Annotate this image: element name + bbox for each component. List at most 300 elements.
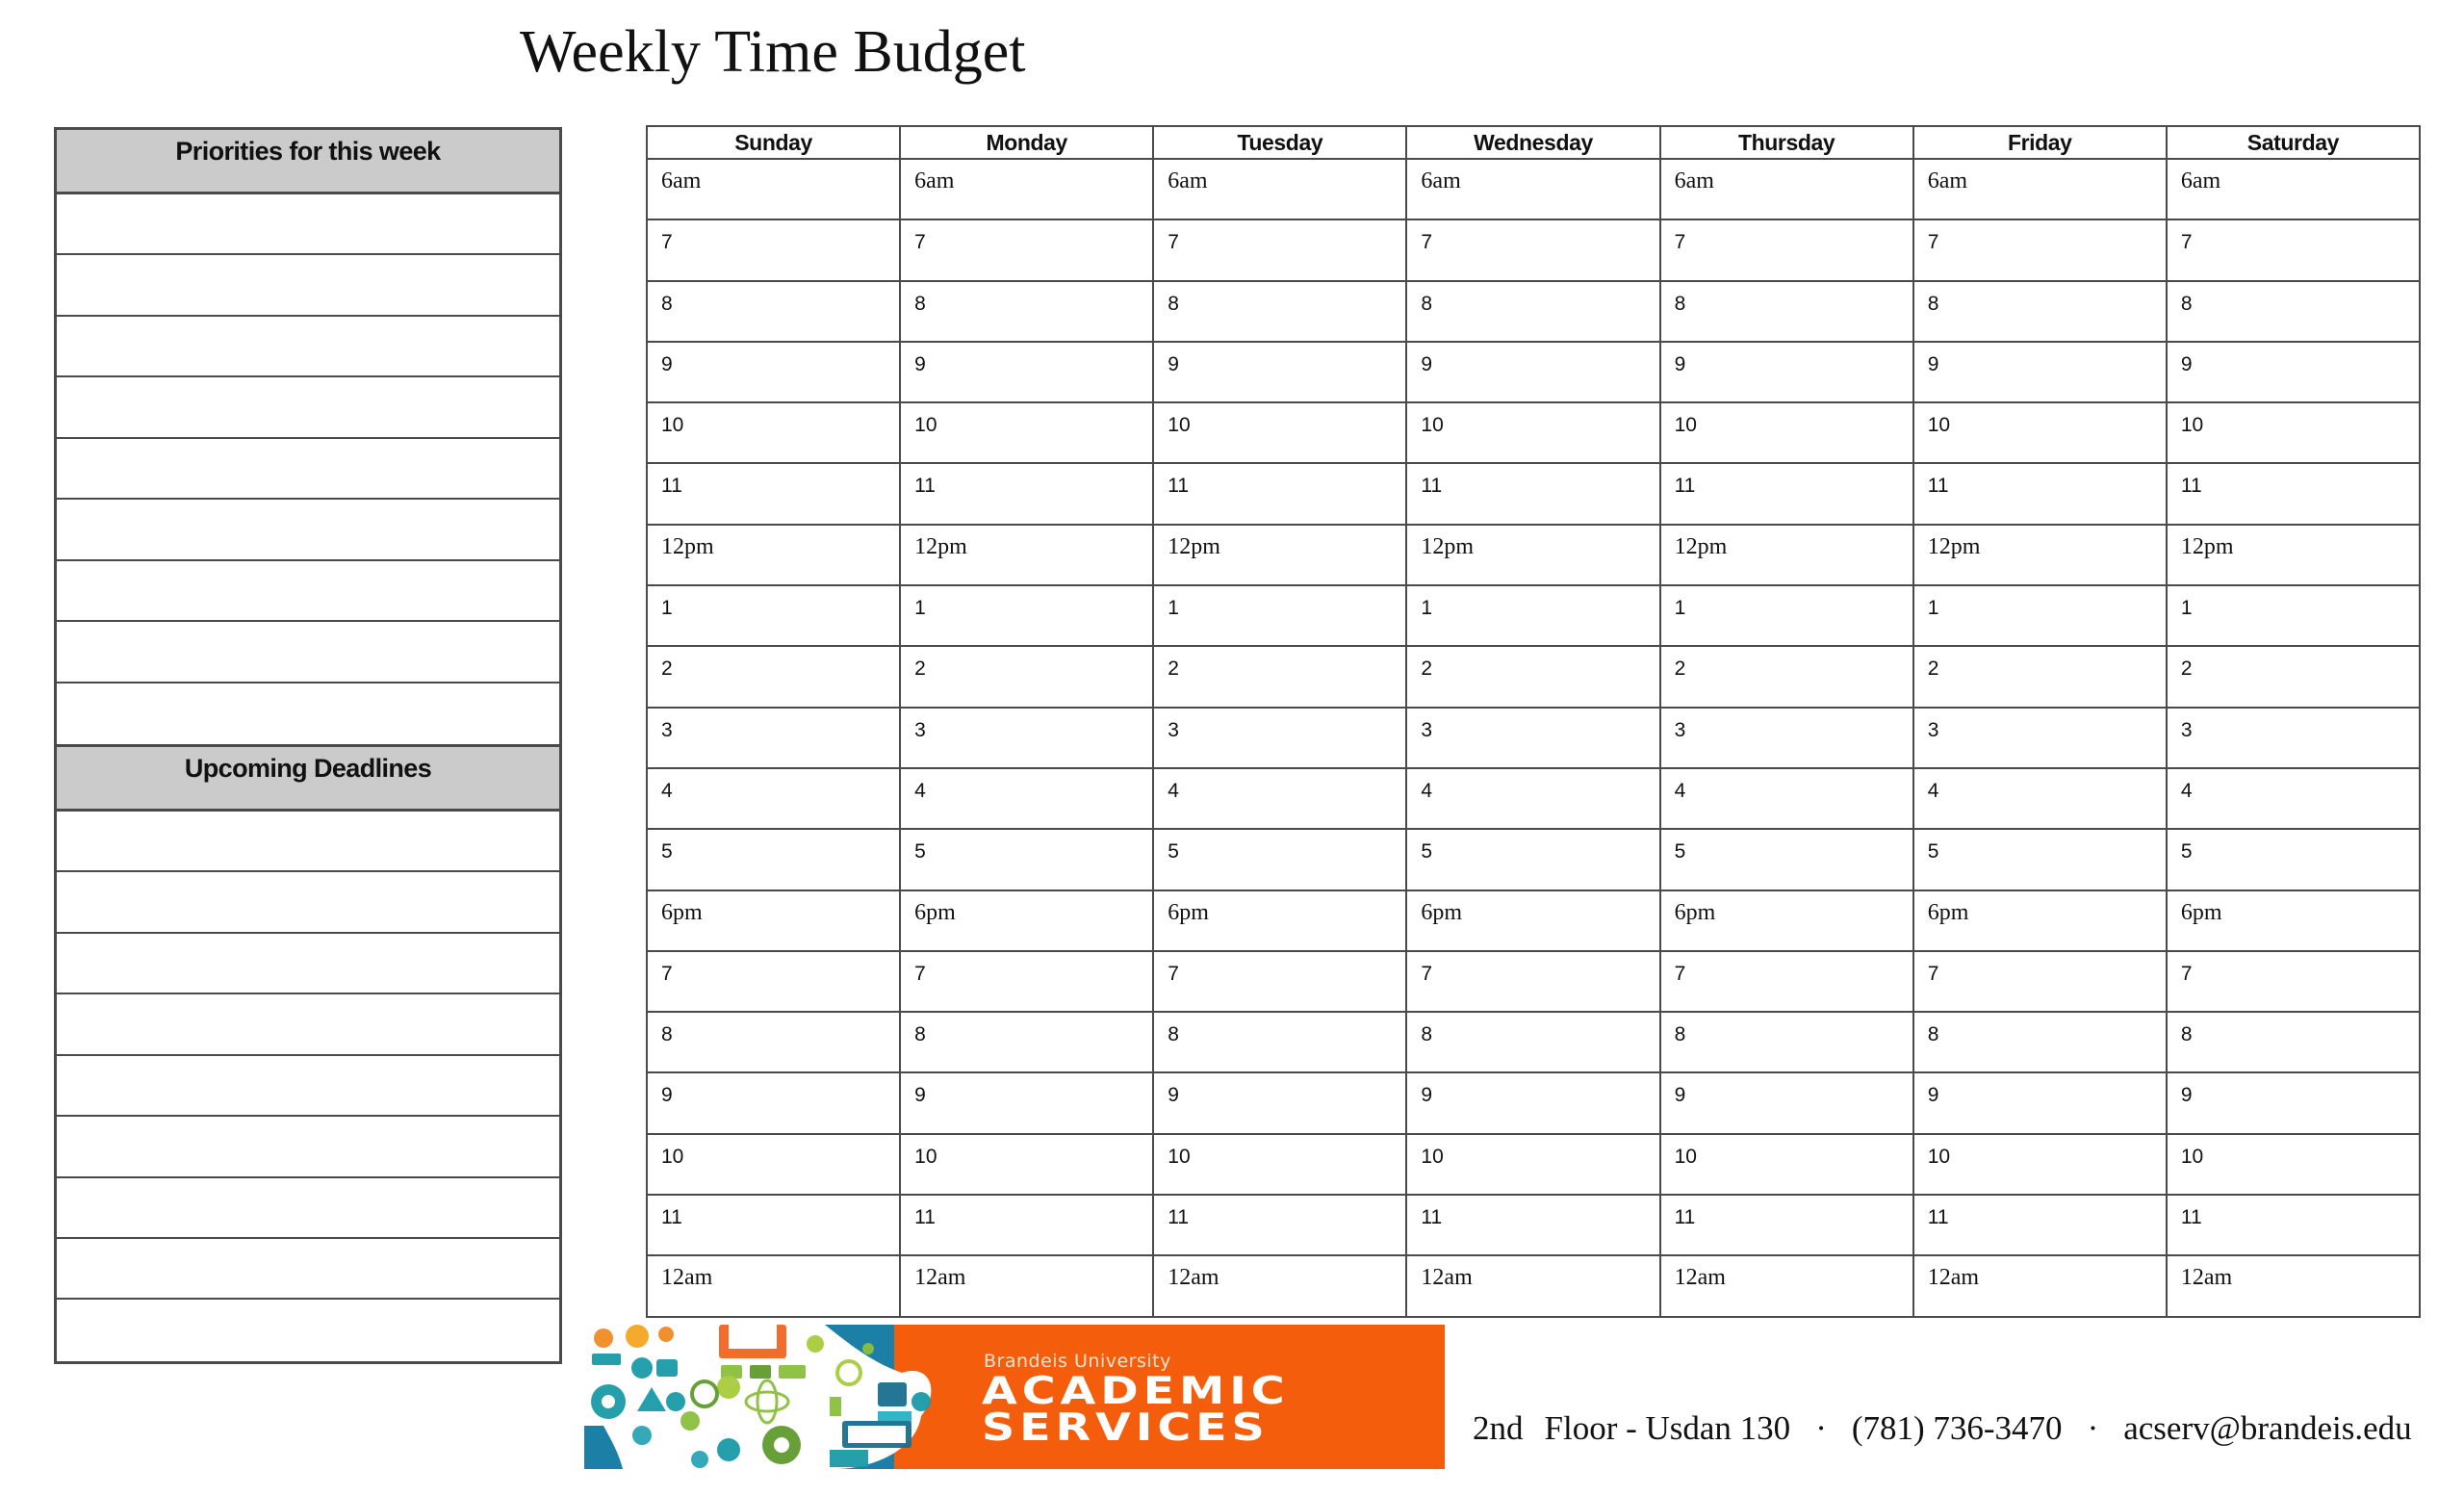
time-slot-cell[interactable] — [1660, 951, 1913, 1012]
time-slot-cell[interactable] — [1153, 402, 1406, 463]
time-slot-cell[interactable] — [2167, 1195, 2420, 1255]
time-slot-cell[interactable] — [1153, 159, 1406, 219]
day-header-saturday: Saturday — [2167, 126, 2420, 159]
time-row — [647, 159, 2420, 219]
time-slot-cell[interactable] — [647, 829, 900, 890]
time-row — [647, 1012, 2420, 1072]
time-label: 10 — [1421, 414, 1444, 437]
time-label: 8 — [1168, 1023, 1179, 1046]
time-slot-cell[interactable] — [1406, 1072, 1659, 1133]
time-label: 1 — [1674, 597, 1686, 620]
priority-row[interactable] — [57, 255, 559, 316]
time-label: 10 — [1927, 1145, 1951, 1168]
day-header-tuesday: Tuesday — [1153, 126, 1406, 159]
time-slot-cell[interactable] — [1153, 768, 1406, 829]
time-slot-cell[interactable] — [1406, 1255, 1659, 1316]
time-label: 4 — [1168, 779, 1179, 802]
deadline-row[interactable] — [57, 1117, 559, 1177]
time-label: 12pm — [1421, 533, 1475, 559]
time-label: 4 — [914, 779, 926, 802]
separator-dot: · — [1815, 1409, 1827, 1447]
contact-phone: (781) 736-3470 — [1851, 1409, 2063, 1447]
time-label: 11 — [1674, 475, 1696, 498]
time-slot-cell[interactable] — [1153, 525, 1406, 585]
time-slot-cell[interactable] — [900, 159, 1153, 219]
time-slot-cell[interactable] — [1660, 1134, 1913, 1195]
banner-university-label: Brandeis University — [984, 1351, 1171, 1372]
time-slot-cell[interactable] — [1660, 1012, 1913, 1072]
time-slot-cell[interactable] — [1913, 1255, 2167, 1316]
time-slot-cell[interactable] — [1406, 951, 1659, 1012]
time-label: 2 — [1168, 658, 1179, 681]
time-slot-cell[interactable] — [2167, 646, 2420, 707]
time-slot-cell[interactable] — [1406, 219, 1659, 280]
deadline-row[interactable] — [57, 1178, 559, 1239]
time-slot-cell[interactable] — [647, 463, 900, 524]
time-slot-cell[interactable] — [900, 951, 1153, 1012]
time-label: 4 — [1674, 779, 1686, 802]
time-label: 7 — [661, 231, 673, 254]
time-row — [647, 585, 2420, 646]
time-slot-cell[interactable] — [1406, 463, 1659, 524]
time-label: 6am — [914, 168, 955, 193]
time-slot-cell[interactable] — [1406, 585, 1659, 646]
time-label: 10 — [1927, 414, 1951, 437]
time-label: 11 — [1421, 1206, 1443, 1229]
time-label: 7 — [1927, 962, 1939, 985]
time-label: 12pm — [914, 533, 967, 559]
time-label: 2 — [661, 658, 673, 681]
time-slot-cell[interactable] — [1913, 951, 2167, 1012]
time-slot-cell[interactable] — [1406, 159, 1659, 219]
time-slot-cell[interactable] — [1660, 1072, 1913, 1133]
time-slot-cell[interactable] — [1913, 219, 2167, 280]
time-label: 7 — [1927, 231, 1939, 254]
time-label: 9 — [661, 352, 673, 375]
time-label: 7 — [2180, 962, 2193, 985]
time-label: 11 — [2180, 1206, 2202, 1229]
deadline-row[interactable] — [57, 1056, 559, 1117]
time-label: 9 — [1168, 352, 1179, 375]
time-slot-cell[interactable] — [1153, 342, 1406, 402]
time-slot-cell[interactable] — [647, 1012, 900, 1072]
time-label: 11 — [1927, 475, 1949, 498]
time-slot-cell[interactable] — [900, 402, 1153, 463]
time-slot-cell[interactable] — [1153, 281, 1406, 342]
contact-email[interactable]: acserv@brandeis.edu — [2123, 1409, 2412, 1447]
time-slot-cell[interactable] — [1153, 463, 1406, 524]
time-label: 7 — [914, 231, 926, 254]
time-slot-cell[interactable] — [1406, 829, 1659, 890]
time-label: 9 — [1421, 352, 1433, 375]
time-label: 11 — [1674, 1206, 1696, 1229]
time-label: 12pm — [1168, 533, 1220, 559]
time-row — [647, 525, 2420, 585]
page-title: Weekly Time Budget — [520, 19, 1026, 85]
time-label: 5 — [1421, 840, 1433, 864]
time-label: 4 — [2180, 779, 2193, 802]
time-label: 11 — [2180, 475, 2202, 498]
time-slot-cell[interactable] — [1153, 890, 1406, 951]
time-label: 12am — [2180, 1265, 2233, 1291]
time-label: 5 — [2180, 840, 2193, 864]
time-label: 4 — [1927, 779, 1939, 802]
banner-title-line1: ACADEMIC — [982, 1370, 1290, 1413]
day-header-row — [647, 126, 2420, 159]
priority-row[interactable] — [57, 500, 559, 560]
time-slot-cell[interactable] — [1153, 585, 1406, 646]
time-slot-cell[interactable] — [1913, 402, 2167, 463]
time-slot-cell[interactable] — [1153, 1134, 1406, 1195]
time-label: 12am — [914, 1265, 966, 1291]
time-slot-cell[interactable] — [1660, 890, 1913, 951]
time-slot-cell[interactable] — [2167, 219, 2420, 280]
time-label: 11 — [661, 1206, 682, 1229]
time-label: 8 — [661, 292, 673, 315]
deadline-row[interactable] — [57, 1300, 559, 1360]
time-label: 12am — [1674, 1265, 1726, 1291]
time-slot-cell[interactable] — [647, 159, 900, 219]
time-slot-cell[interactable] — [2167, 1012, 2420, 1072]
time-slot-cell[interactable] — [1153, 951, 1406, 1012]
time-label: 2 — [914, 658, 926, 681]
time-slot-cell[interactable] — [1660, 463, 1913, 524]
time-slot-cell[interactable] — [1406, 402, 1659, 463]
time-slot-cell[interactable] — [1660, 768, 1913, 829]
time-slots — [647, 159, 2420, 1317]
priority-row[interactable] — [57, 194, 559, 255]
time-label: 8 — [661, 1023, 673, 1046]
contact-info — [1473, 1407, 2412, 1450]
time-label: 12pm — [1927, 533, 1981, 559]
time-label: 6am — [1927, 168, 1968, 193]
day-header-wednesday: Wednesday — [1406, 126, 1659, 159]
time-slot-cell[interactable] — [647, 281, 900, 342]
time-slot-cell[interactable] — [2167, 1255, 2420, 1316]
time-slot-cell[interactable] — [647, 646, 900, 707]
time-slot-cell[interactable] — [2167, 159, 2420, 219]
time-label: 1 — [2180, 597, 2193, 620]
time-label: 10 — [2180, 414, 2204, 437]
time-row — [647, 890, 2420, 951]
time-slot-cell[interactable] — [1913, 829, 2167, 890]
time-slot-cell[interactable] — [1913, 281, 2167, 342]
time-label: 5 — [1168, 840, 1179, 864]
time-label: 9 — [914, 352, 926, 375]
priority-row[interactable] — [57, 684, 559, 744]
time-label: 1 — [914, 597, 926, 620]
time-slot-cell[interactable] — [2167, 402, 2420, 463]
time-slot-cell[interactable] — [1913, 1134, 2167, 1195]
time-label: 11 — [1168, 1206, 1190, 1229]
time-slot-cell[interactable] — [1406, 1012, 1659, 1072]
time-label: 2 — [2180, 658, 2193, 681]
time-slot-cell[interactable] — [647, 402, 900, 463]
time-slot-cell[interactable] — [1913, 342, 2167, 402]
time-label: 9 — [1674, 352, 1686, 375]
time-label: 5 — [1674, 840, 1686, 864]
time-slot-cell[interactable] — [2167, 463, 2420, 524]
time-slot-cell[interactable] — [1406, 1195, 1659, 1255]
time-slot-cell[interactable] — [647, 585, 900, 646]
time-label: 7 — [1674, 231, 1686, 254]
priority-row[interactable] — [57, 317, 559, 377]
time-slot-cell[interactable] — [1153, 1072, 1406, 1133]
time-slot-cell[interactable] — [1913, 708, 2167, 768]
priority-row[interactable] — [57, 377, 559, 438]
time-slot-cell[interactable] — [900, 1134, 1153, 1195]
time-slot-cell[interactable] — [1913, 585, 2167, 646]
deadline-row[interactable] — [57, 872, 559, 933]
time-slot-cell[interactable] — [1406, 890, 1659, 951]
time-slot-cell[interactable] — [647, 708, 900, 768]
time-row — [647, 829, 2420, 890]
time-label: 10 — [1168, 1145, 1191, 1168]
sidebar-panel — [54, 127, 562, 1364]
deadline-row[interactable] — [57, 934, 559, 994]
time-slot-cell[interactable] — [647, 525, 900, 585]
time-slot-cell[interactable] — [900, 646, 1153, 707]
time-slot-cell[interactable] — [647, 1072, 900, 1133]
time-label: 6pm — [1674, 899, 1716, 925]
time-label: 3 — [1674, 718, 1686, 741]
contact-floor: 2nd — [1473, 1409, 1524, 1447]
time-slot-cell[interactable] — [1406, 525, 1659, 585]
time-slot-cell[interactable] — [1406, 646, 1659, 707]
time-slot-cell[interactable] — [900, 890, 1153, 951]
time-label: 8 — [2180, 292, 2193, 315]
time-label: 10 — [1168, 414, 1191, 437]
time-slot-cell[interactable] — [900, 1255, 1153, 1316]
time-slot-cell[interactable] — [1660, 708, 1913, 768]
priority-row[interactable] — [57, 439, 559, 500]
time-label: 12am — [1927, 1265, 1980, 1291]
time-label: 7 — [1421, 962, 1433, 985]
time-slot-cell[interactable] — [1913, 1012, 2167, 1072]
time-slot-cell[interactable] — [1406, 281, 1659, 342]
time-label: 9 — [2180, 352, 2193, 375]
time-label: 8 — [1927, 292, 1939, 315]
deadline-row[interactable] — [57, 1239, 559, 1300]
time-label: 5 — [661, 840, 673, 864]
time-slot-cell[interactable] — [2167, 281, 2420, 342]
time-slot-cell[interactable] — [1153, 829, 1406, 890]
time-label: 4 — [661, 779, 673, 802]
time-label: 1 — [661, 597, 673, 620]
time-label: 6am — [1421, 168, 1461, 193]
time-slot-cell[interactable] — [1153, 219, 1406, 280]
time-slot-cell[interactable] — [2167, 829, 2420, 890]
time-label: 5 — [914, 840, 926, 864]
time-slot-cell[interactable] — [1660, 646, 1913, 707]
time-slot-cell[interactable] — [900, 768, 1153, 829]
time-label: 7 — [661, 962, 673, 985]
time-label: 11 — [1168, 475, 1190, 498]
time-label: 8 — [1927, 1023, 1939, 1046]
time-label: 6am — [2180, 168, 2221, 193]
time-slot-cell[interactable] — [1660, 219, 1913, 280]
time-slot-cell[interactable] — [1913, 890, 2167, 951]
time-slot-cell[interactable] — [1153, 1012, 1406, 1072]
time-label: 8 — [1421, 292, 1433, 315]
time-label: 7 — [2180, 231, 2193, 254]
time-label: 9 — [1674, 1084, 1686, 1107]
time-slot-cell[interactable] — [2167, 1134, 2420, 1195]
time-slot-cell[interactable] — [1153, 1195, 1406, 1255]
time-slot-cell[interactable] — [647, 890, 900, 951]
time-slot-cell[interactable] — [647, 219, 900, 280]
time-label: 11 — [914, 475, 936, 498]
time-label: 4 — [1421, 779, 1433, 802]
time-slot-cell[interactable] — [1406, 708, 1659, 768]
day-header-sunday: Sunday — [647, 126, 900, 159]
time-label: 8 — [1168, 292, 1179, 315]
time-slot-cell[interactable] — [900, 1072, 1153, 1133]
time-label: 9 — [1421, 1084, 1433, 1107]
time-label: 3 — [1168, 718, 1179, 741]
deadline-row[interactable] — [57, 812, 559, 872]
time-label: 6pm — [1927, 899, 1969, 925]
time-label: 10 — [661, 1145, 684, 1168]
time-label: 6pm — [914, 899, 956, 925]
time-label: 3 — [661, 718, 673, 741]
time-label: 3 — [1421, 718, 1433, 741]
time-label: 11 — [914, 1206, 936, 1229]
time-label: 12pm — [661, 533, 714, 559]
time-slot-cell[interactable] — [900, 342, 1153, 402]
time-slot-cell[interactable] — [900, 525, 1153, 585]
time-slot-cell[interactable] — [647, 1134, 900, 1195]
time-slot-cell[interactable] — [1660, 829, 1913, 890]
time-slot-cell[interactable] — [2167, 890, 2420, 951]
priority-row[interactable] — [57, 561, 559, 622]
time-label: 10 — [661, 414, 684, 437]
time-slot-cell[interactable] — [2167, 342, 2420, 402]
time-label: 11 — [1927, 1206, 1949, 1229]
time-label: 12pm — [1674, 533, 1728, 559]
time-label: 3 — [2180, 718, 2193, 741]
time-slot-cell[interactable] — [2167, 708, 2420, 768]
time-row — [647, 463, 2420, 524]
time-slot-cell[interactable] — [1660, 281, 1913, 342]
time-label: 3 — [1927, 718, 1939, 741]
time-label: 8 — [914, 1023, 926, 1046]
time-label: 6pm — [661, 899, 703, 925]
time-slot-cell[interactable] — [1913, 525, 2167, 585]
time-slot-cell[interactable] — [900, 219, 1153, 280]
time-label: 9 — [1927, 1084, 1939, 1107]
priorities-heading: Priorities for this week — [57, 127, 559, 194]
deadlines-heading: Upcoming Deadlines — [57, 744, 559, 812]
time-slot-cell[interactable] — [1913, 1072, 2167, 1133]
time-slot-cell[interactable] — [1660, 159, 1913, 219]
time-label: 7 — [1168, 231, 1179, 254]
time-slot-cell[interactable] — [900, 585, 1153, 646]
time-label: 9 — [1927, 352, 1939, 375]
time-slot-cell[interactable] — [1660, 1195, 1913, 1255]
time-label: 11 — [1421, 475, 1443, 498]
time-label: 1 — [1421, 597, 1433, 620]
time-label: 9 — [914, 1084, 926, 1107]
time-slot-cell[interactable] — [2167, 1072, 2420, 1133]
time-slot-cell[interactable] — [647, 1255, 900, 1316]
time-label: 6am — [1168, 168, 1208, 193]
time-label: 9 — [661, 1084, 673, 1107]
time-slot-cell[interactable] — [1660, 342, 1913, 402]
time-slot-cell[interactable] — [900, 1195, 1153, 1255]
time-slot-cell[interactable] — [647, 768, 900, 829]
time-label: 2 — [1674, 658, 1686, 681]
time-label: 8 — [1674, 1023, 1686, 1046]
time-label: 8 — [1421, 1023, 1433, 1046]
time-label: 9 — [2180, 1084, 2193, 1107]
time-label: 7 — [1168, 962, 1179, 985]
time-label: 12am — [661, 1265, 713, 1291]
time-slot-cell[interactable] — [2167, 768, 2420, 829]
time-row — [647, 1195, 2420, 1255]
time-slot-cell[interactable] — [1153, 708, 1406, 768]
time-label: 12am — [1168, 1265, 1219, 1291]
time-label: 8 — [914, 292, 926, 315]
time-label: 8 — [2180, 1023, 2193, 1046]
time-slot-cell[interactable] — [1406, 768, 1659, 829]
deadline-row[interactable] — [57, 994, 559, 1055]
academic-services-banner — [584, 1325, 1445, 1469]
time-slot-cell[interactable] — [1913, 159, 2167, 219]
time-label: 6pm — [1421, 899, 1463, 925]
time-label: 12pm — [2180, 533, 2234, 559]
time-slot-cell[interactable] — [900, 829, 1153, 890]
time-label: 10 — [2180, 1145, 2204, 1168]
time-slot-cell[interactable] — [647, 342, 900, 402]
contact-location: Floor - Usdan 130 — [1544, 1409, 1791, 1447]
time-slot-cell[interactable] — [1406, 1134, 1659, 1195]
time-label: 1 — [1927, 597, 1939, 620]
time-slot-cell[interactable] — [1660, 402, 1913, 463]
time-slot-cell[interactable] — [647, 1195, 900, 1255]
time-label: 2 — [1927, 658, 1939, 681]
time-slot-cell[interactable] — [1660, 525, 1913, 585]
time-slot-cell[interactable] — [647, 951, 900, 1012]
time-row — [647, 708, 2420, 768]
time-label: 3 — [914, 718, 926, 741]
time-slot-cell[interactable] — [2167, 525, 2420, 585]
time-slot-cell[interactable] — [1153, 646, 1406, 707]
time-row — [647, 342, 2420, 402]
time-slot-cell[interactable] — [1406, 342, 1659, 402]
time-slot-cell[interactable] — [1913, 463, 2167, 524]
time-row — [647, 1255, 2420, 1316]
day-header-thursday: Thursday — [1660, 126, 1913, 159]
time-label: 10 — [914, 414, 937, 437]
time-slot-cell[interactable] — [1660, 1255, 1913, 1316]
time-slot-cell[interactable] — [2167, 585, 2420, 646]
time-slot-cell[interactable] — [1913, 646, 2167, 707]
time-slot-cell[interactable] — [1913, 768, 2167, 829]
time-slot-cell[interactable] — [900, 281, 1153, 342]
time-slot-cell[interactable] — [1660, 585, 1913, 646]
time-slot-cell[interactable] — [900, 1012, 1153, 1072]
time-label: 6pm — [2180, 899, 2222, 925]
time-label: 10 — [1674, 1145, 1697, 1168]
time-slot-cell[interactable] — [2167, 951, 2420, 1012]
time-slot-cell[interactable] — [900, 463, 1153, 524]
time-label: 1 — [1168, 597, 1179, 620]
time-slot-cell[interactable] — [1153, 1255, 1406, 1316]
priority-row[interactable] — [57, 622, 559, 683]
time-slot-cell[interactable] — [900, 708, 1153, 768]
time-slot-cell[interactable] — [1913, 1195, 2167, 1255]
